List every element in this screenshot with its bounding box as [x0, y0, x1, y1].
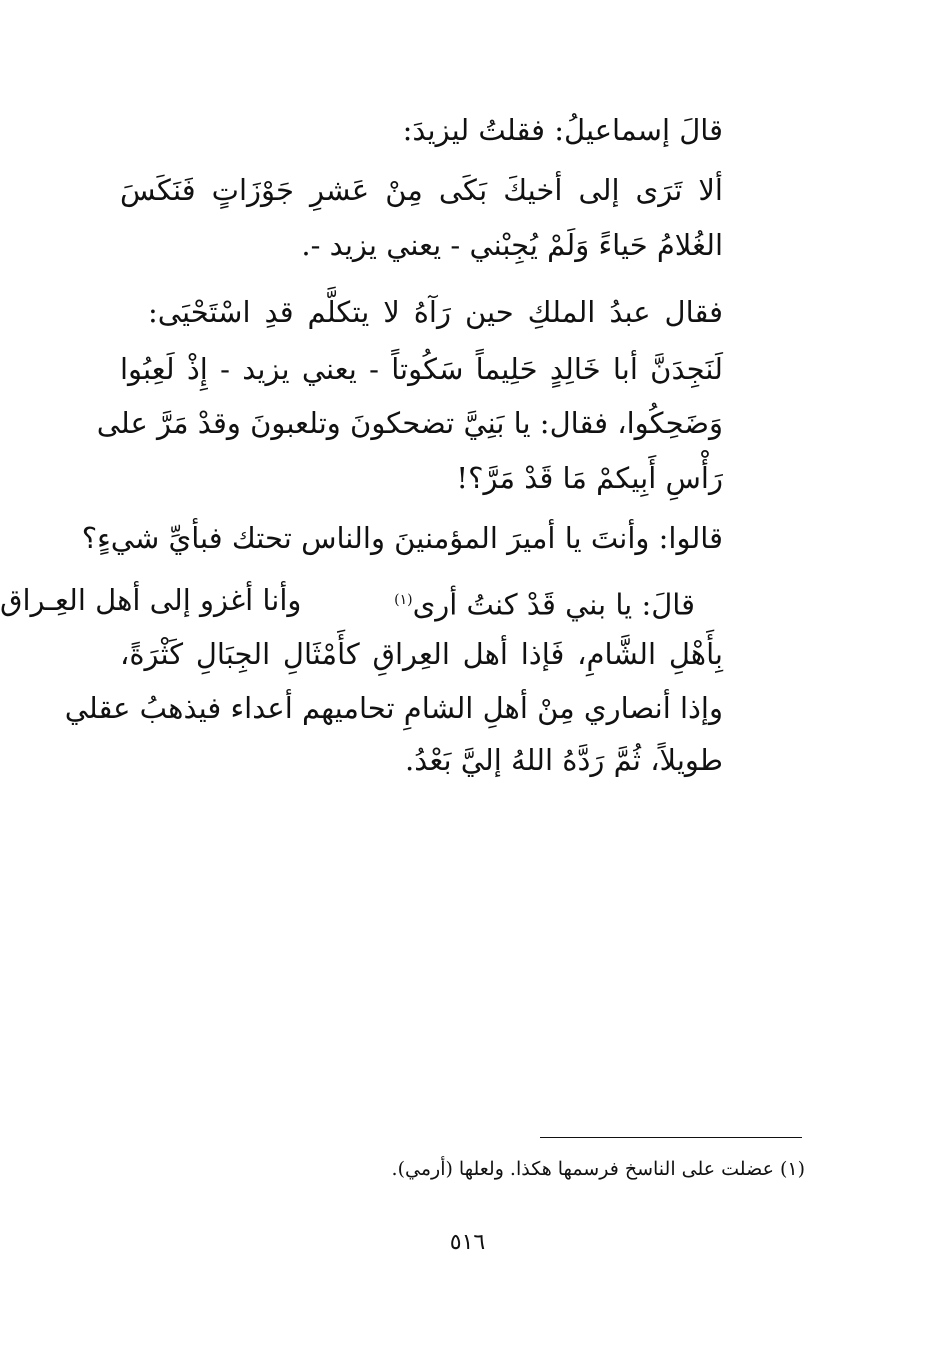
text-line: الغُلامُ حَياءً وَلَمْ يُجِبْني - يعني يزيد -. — [301, 228, 723, 262]
text-line: وإذا أنصاري مِنْ أهلِ الشامِ تحاميهم أعداء فيذهبُ عقلي — [64, 691, 723, 725]
text-segment: قالَ: يا بني قَدْ كنتُ أرى — [412, 587, 695, 622]
text-line: وأنا أغزو إلى أهل العِـراق — [0, 583, 302, 617]
text-line: رَأْسِ أَبِيكمْ مَا قَدْ مَرَّ؟! — [456, 461, 723, 495]
text-line: فقال عبدُ الملكِ حين رَآهُ لا يتكلَّم قدِ اسْتَحْيَى: — [148, 295, 723, 329]
text-line — [300, 580, 695, 620]
text-line: قالَ إسماعيلُ: فقلتُ ليزيدَ: — [402, 113, 723, 147]
footnote-reference: (١) — [394, 592, 413, 608]
text-line: لَنَجِدَنَّ أبا خَالِدٍ حَلِيماً سَكُوتاً - يعني يزيد - إِذْ لَعِبُوا — [120, 352, 723, 386]
text-line: قالوا: وأنتَ يا أميرَ المؤمنينَ والناس تحتك فبأيِّ شيءٍ؟ — [81, 521, 723, 555]
text-line: ألا تَرَى إلى أخيكَ بَكَى مِنْ عَشرِ جَوْزَاتٍ فَنَكَسَ — [120, 173, 723, 207]
text-line: بِأَهْلِ الشَّامِ، فَإذا أهل العِراقِ كأَمْثَالِ الجِبَالِ كَثْرَةً، — [120, 637, 723, 671]
text-line: وَضَحِكُوا، فقال: يا بَنِيَّ تضحكونَ وتلعبونَ وقدْ مَرَّ على — [96, 406, 723, 440]
page-number: ٥١٦ — [449, 1230, 486, 1255]
text-line: طويلاً، ثُمَّ رَدَّهُ اللهُ إليَّ بَعْدُ. — [405, 743, 723, 777]
footnote: (١) عضلت على الناسخ فرسمها هكذا. ولعلها (أرمي). — [391, 1158, 805, 1180]
footnote-divider — [540, 1137, 802, 1138]
